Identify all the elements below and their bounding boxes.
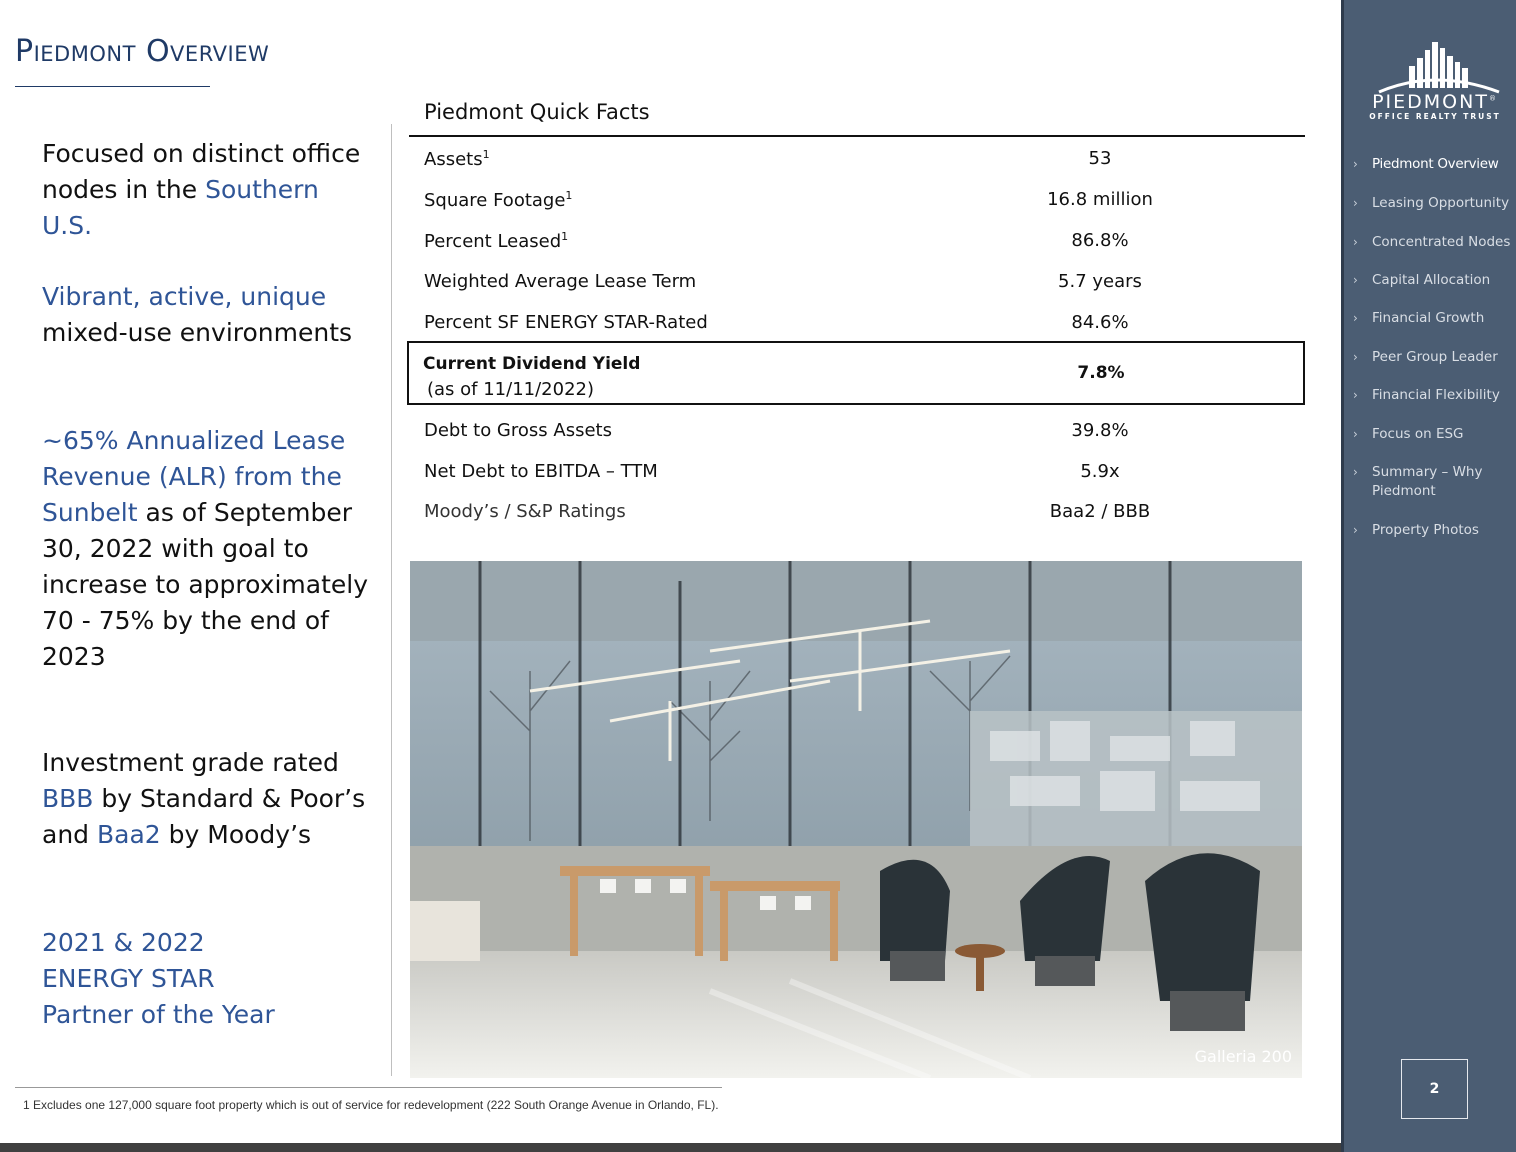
facts-row-square-footage: Square Footage$^1$ 16.8 million [424, 189, 1153, 211]
property-photo [410, 561, 1302, 1078]
facts-row-percent-leased: Percent Leased$^1$ 86.8% [424, 230, 1129, 252]
facts-row-ratings: Moody’s / S&P Ratings Baa2 / BBB [424, 501, 1151, 522]
chevron-right-icon: › [1353, 273, 1358, 287]
column-divider [391, 124, 392, 1076]
key-point-mixed-use: Vibrant, active, unique mixed-use environments [42, 282, 353, 347]
facts-row-dividend-yield: Current Dividend Yield (as of 11/11/2022) 7.8% [407, 341, 1305, 405]
quick-facts-title: Piedmont Quick Facts [424, 100, 650, 124]
chevron-right-icon: › [1353, 427, 1358, 441]
page-title: Piedmont Overview [15, 34, 270, 69]
key-point-sunbelt-alr: ~65% Annualized Lease Revenue (ALR) from the Sunbelt as of September 30, 2022 with goal to increase to approximately 70 - 75% by the end of 2023 [42, 426, 369, 671]
chevron-right-icon: › [1353, 523, 1358, 537]
key-point-energy-star: 2021 & 2022 ENERGY STAR Partner of the Year [42, 928, 275, 1029]
chevron-right-icon: › [1353, 235, 1358, 249]
facts-row-net-debt-ebitda: Net Debt to EBITDA – TTM 5.9x [424, 461, 1120, 482]
bottom-bar [0, 1143, 1516, 1152]
chevron-right-icon: › [1353, 157, 1358, 171]
lobby-illustration [410, 561, 1302, 1078]
page-number: 2 [1401, 1059, 1468, 1119]
piedmont-logo: PIEDMONT® OFFICE REALTY TRUST [1361, 38, 1509, 128]
facts-row-energy-star: Percent SF ENERGY STAR-Rated 84.6% [424, 312, 1129, 333]
facts-row-assets: Assets$^1$ 53 [424, 148, 1112, 170]
footnote-divider [15, 1087, 722, 1088]
facts-row-walt: Weighted Average Lease Term 5.7 years [424, 271, 1142, 292]
quick-facts-rule [409, 135, 1305, 137]
sidebar-edge [1341, 0, 1344, 1152]
chevron-right-icon: › [1353, 388, 1358, 402]
title-underline [15, 86, 210, 87]
footnote: 1 Excludes one 127,000 square foot property which is out of service for redevelopment (222 South Orange Avenue in Orlando, FL). [23, 1098, 719, 1112]
key-point-southern-us: Focused on distinct office nodes in the Southern U.S. [42, 139, 361, 240]
photo-caption: Galleria 200 [1194, 1047, 1292, 1066]
skyline-icon [1361, 38, 1509, 94]
chevron-right-icon: › [1353, 311, 1358, 325]
chevron-right-icon: › [1353, 196, 1358, 210]
chevron-right-icon: › [1353, 465, 1358, 479]
chevron-right-icon: › [1353, 350, 1358, 364]
facts-row-debt-to-gross: Debt to Gross Assets 39.8% [424, 420, 1129, 441]
sidebar: PIEDMONT® OFFICE REALTY TRUST › Piedmont Overview › Leasing Opportunity › Concentrated Nodes › Capital Allocation › Financial Growth › Peer Group Leader › Financial Flexibility › Focus on ESG › Summary – Why Piedmont › Property Photos [1341, 0, 1516, 1152]
key-point-investment-grade: Investment grade rated BBB by Standard & Poor’s and Baa2 by Moody’s [42, 748, 366, 849]
